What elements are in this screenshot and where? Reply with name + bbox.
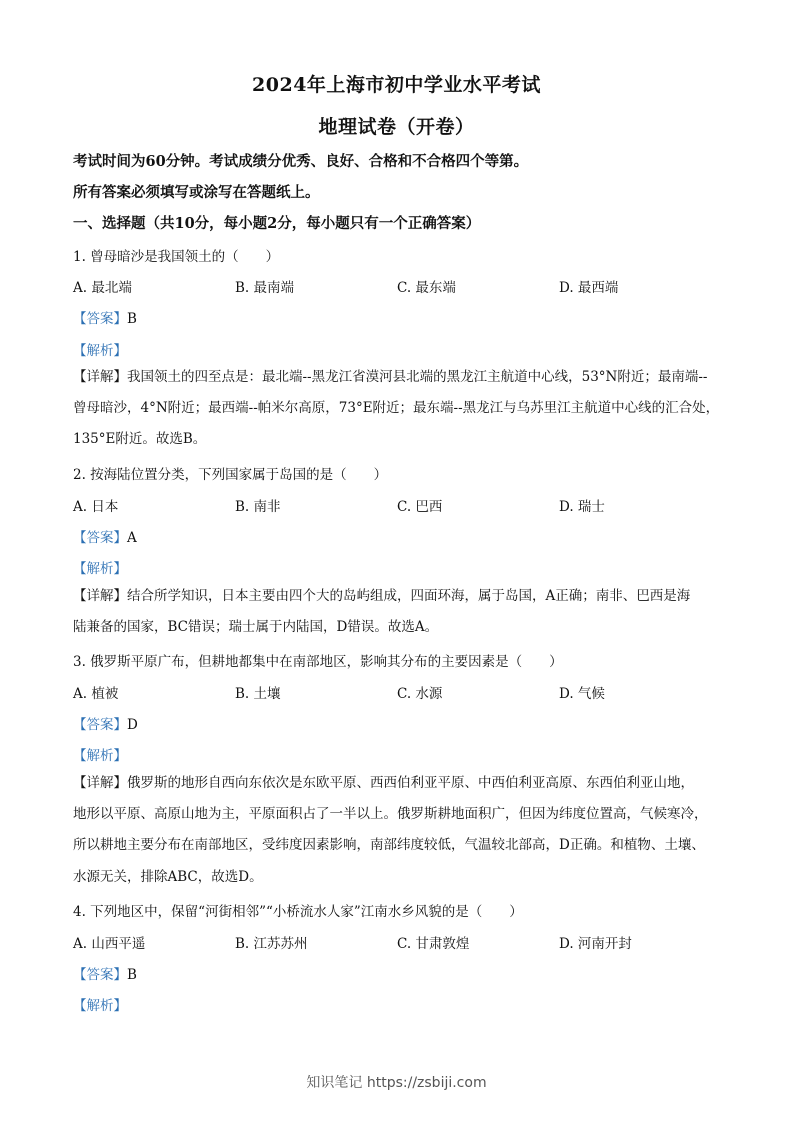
question-3-option-a: A. 植被 xyxy=(73,686,119,702)
question-4-stem: 4. 下列地区中，保留“河街相邻”“小桥流水人家”江南水乡风貌的是（ ） xyxy=(73,904,523,920)
analysis-tag: 【解析】 xyxy=(73,343,127,359)
question-4-option-b: B. 江苏苏州 xyxy=(235,936,308,952)
answer-tag: 【答案】 xyxy=(73,530,127,546)
detail-tag: 【详解】 xyxy=(73,775,127,791)
section-heading: 一、选择题（共10分，每小题2分，每小题只有一个正确答案） xyxy=(73,215,481,232)
question-1-option-c: C. 最东端 xyxy=(397,280,456,296)
question-2-option-d: D. 瑞士 xyxy=(559,499,605,515)
question-2-option-c: C. 巴西 xyxy=(397,499,443,515)
question-3-analysis xyxy=(73,744,127,764)
analysis-tag: 【解析】 xyxy=(73,748,127,764)
question-1-answer xyxy=(73,307,137,327)
answer-value: A xyxy=(127,530,137,546)
exam-title: 2024年上海市初中学业水平考试 xyxy=(252,74,541,96)
question-3-detail xyxy=(73,768,723,893)
analysis-tag: 【解析】 xyxy=(73,998,127,1014)
instruction-line-1: 考试时间为60分钟。考试成绩分优秀、良好、合格和不合格四个等第。 xyxy=(73,153,529,170)
question-1-analysis xyxy=(73,339,127,359)
detail-line: 【详解】我国领土的四至点是：最北端--黑龙江省漠河县北端的黑龙江主航道中心线，53°N附近；最南端-- xyxy=(73,369,708,385)
question-4-option-a: A. 山西平遥 xyxy=(73,936,146,952)
detail-line: 所以耕地主要分布在南部地区，受纬度因素影响，南部纬度较低，气温较北部高，D正确。和植物、土壤、 xyxy=(73,837,705,854)
question-4-analysis xyxy=(73,994,127,1014)
question-3-option-b: B. 土壤 xyxy=(235,686,281,702)
question-1-option-d: D. 最西端 xyxy=(559,280,619,296)
detail-line: 135°E附近。故选B。 xyxy=(73,431,207,448)
question-2-detail xyxy=(73,581,723,643)
answer-value: B xyxy=(127,311,137,327)
answer-tag: 【答案】 xyxy=(73,967,127,983)
detail-line: 【详解】结合所学知识，日本主要由四个大的岛屿组成，四面环海，属于岛国，A正确；南非、巴西是海 xyxy=(73,588,691,604)
answer-tag: 【答案】 xyxy=(73,717,127,733)
question-3-option-d: D. 气候 xyxy=(559,686,605,702)
instruction-line-2: 所有答案必须填写或涂写在答题纸上。 xyxy=(73,184,320,201)
question-3-option-c: C. 水源 xyxy=(397,686,443,702)
detail-tag: 【详解】 xyxy=(73,369,127,385)
answer-value: D xyxy=(127,717,138,733)
question-4-option-d: D. 河南开封 xyxy=(559,936,632,952)
question-2-answer xyxy=(73,526,137,546)
answer-tag: 【答案】 xyxy=(73,311,127,327)
question-4-answer xyxy=(73,963,137,983)
question-2-analysis xyxy=(73,557,127,577)
question-3-stem: 3. 俄罗斯平原广布，但耕地都集中在南部地区，影响其分布的主要因素是（ ） xyxy=(73,654,563,670)
detail-tag: 【详解】 xyxy=(73,588,127,604)
question-2-option-a: A. 日本 xyxy=(73,499,119,515)
question-4-option-c: C. 甘肃敦煌 xyxy=(397,936,470,952)
analysis-tag: 【解析】 xyxy=(73,561,127,577)
detail-line: 【详解】俄罗斯的地形自西向东依次是东欧平原、西西伯利亚平原、中西伯利亚高原、东西伯利亚山地， xyxy=(73,775,694,791)
question-2-stem: 2. 按海陆位置分类，下列国家属于岛国的是（ ） xyxy=(73,467,388,483)
footer-watermark: 知识笔记 https://zsbiji.com xyxy=(306,1075,487,1091)
question-1-stem: 1. 曾母暗沙是我国领土的（ ） xyxy=(73,249,280,265)
question-1-option-a: A. 最北端 xyxy=(73,280,132,296)
detail-line: 曾母暗沙，4°N附近；最西端--帕米尔高原，73°E附近；最东端--黑龙江与乌苏里江主航道中心线的汇合处， xyxy=(73,400,720,417)
question-1-option-b: B. 最南端 xyxy=(235,280,295,296)
exam-subtitle: 地理试卷（开卷） xyxy=(318,116,475,138)
detail-line: 水源无关，排除ABC，故选D。 xyxy=(73,868,263,885)
question-1-detail xyxy=(73,362,723,456)
detail-line: 地形以平原、高原山地为主，平原面积占了一半以上。俄罗斯耕地面积广，但因为纬度位置高，气候寒冷， xyxy=(73,806,708,823)
question-3-answer xyxy=(73,713,138,733)
answer-value: B xyxy=(127,967,137,983)
detail-line: 陆兼备的国家，BC错误；瑞士属于内陆国，D错误。故选A。 xyxy=(73,619,439,636)
question-2-option-b: B. 南非 xyxy=(235,499,281,515)
